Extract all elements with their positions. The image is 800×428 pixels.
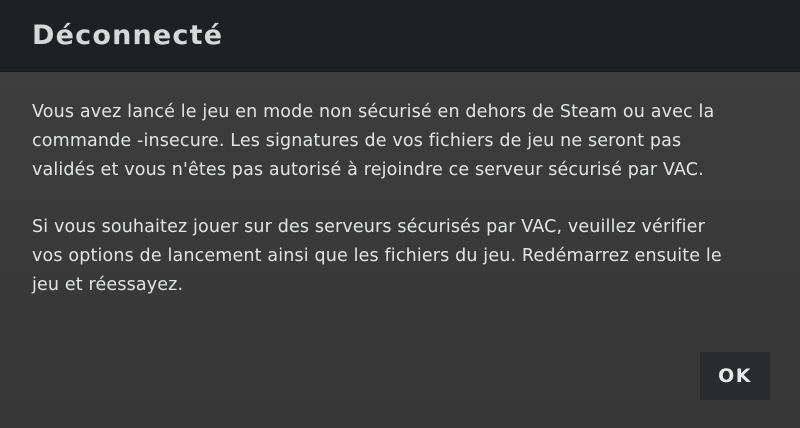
dialog-message-secondary: Si vous souhaitez jouer sur des serveurs sécurisés par VAC, veuillez vérifier vos options de lancement ainsi que les fichiers du jeu. Redémarrez ensuite le jeu et réessayez. xyxy=(32,217,722,295)
dialog-body xyxy=(0,72,800,428)
dialog-title: Déconnecté xyxy=(32,20,224,51)
dialog-titlebar xyxy=(0,0,800,72)
dialog-message-primary: Vous avez lancé le jeu en mode non sécurisé en dehors de Steam ou avec la commande -insecure. Les signatures de vos fichiers de jeu ne seront pas validés et vous n'êtes pas autorisé à rejoindre ce serveur sécurisé par VAC. xyxy=(32,102,715,180)
ok-button[interactable]: OK xyxy=(700,352,770,400)
dialog-footer xyxy=(700,352,800,428)
